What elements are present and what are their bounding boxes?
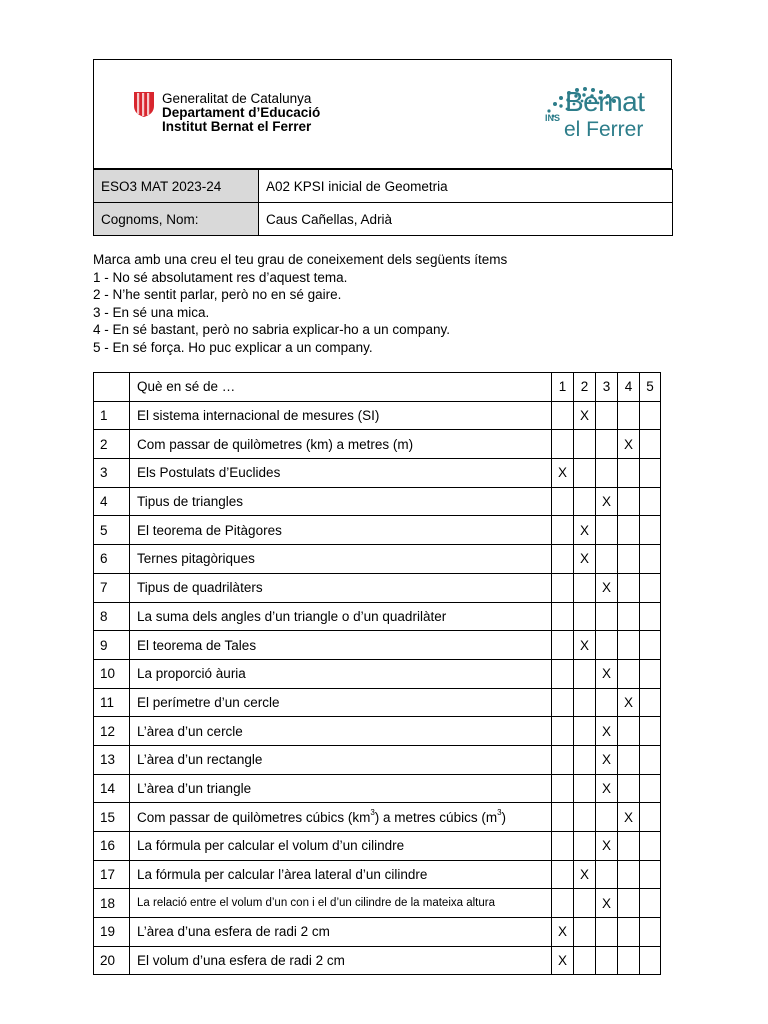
level-5-checkbox-cell[interactable] xyxy=(640,659,661,688)
level-3-checkbox-cell[interactable] xyxy=(596,401,618,430)
level-1-description: 1 - No sé absolutament res d’aquest tema. xyxy=(93,269,348,285)
level-3-checkbox-cell[interactable] xyxy=(596,545,618,574)
department-name: Departament d’Educació xyxy=(162,105,321,120)
info-row-course xyxy=(94,170,673,203)
level-1-checkbox-cell[interactable]: X xyxy=(552,918,574,947)
table-row xyxy=(94,487,661,516)
table-row xyxy=(94,745,661,774)
level-5-description: 5 - En sé força. Ho puc explicar a un company. xyxy=(93,339,373,355)
level-4-checkbox-cell[interactable] xyxy=(618,918,640,947)
level-2-checkbox-cell[interactable]: X xyxy=(574,401,596,430)
level-5-checkbox-cell[interactable] xyxy=(640,401,661,430)
item-text: El perímetre d’un cercle xyxy=(130,688,552,717)
level-4-checkbox-cell[interactable] xyxy=(618,516,640,545)
item-number: 9 xyxy=(94,631,130,660)
item-text: Ternes pitagòriques xyxy=(130,545,552,574)
level-5-checkbox-cell[interactable] xyxy=(640,860,661,889)
table-row xyxy=(94,889,661,918)
item-number: 12 xyxy=(94,717,130,746)
level-3-checkbox-cell[interactable]: X xyxy=(596,889,618,918)
level-2-checkbox-cell[interactable] xyxy=(574,745,596,774)
level-2-checkbox-cell[interactable] xyxy=(574,889,596,918)
level-2-description: 2 - N’he sentit parlar, però no en sé gaire. xyxy=(93,287,342,303)
level-1-checkbox-cell[interactable] xyxy=(552,545,574,574)
item-number: 19 xyxy=(94,918,130,947)
level-5-checkbox-cell[interactable] xyxy=(640,803,661,832)
item-number: 16 xyxy=(94,832,130,861)
level-2-checkbox-cell[interactable] xyxy=(574,573,596,602)
item-text: L’àrea d’un cercle xyxy=(130,717,552,746)
level-1-checkbox-cell[interactable] xyxy=(552,889,574,918)
government-name: Generalitat de Catalunya xyxy=(162,91,312,106)
level-1-checkbox-cell[interactable] xyxy=(552,803,574,832)
header-col-4: 4 xyxy=(618,373,640,402)
table-row xyxy=(94,659,661,688)
table-row xyxy=(94,717,661,746)
level-1-checkbox-cell[interactable] xyxy=(552,832,574,861)
item-text: La suma dels angles d’un triangle o d’un quadrilàter xyxy=(130,602,552,631)
level-5-checkbox-cell[interactable] xyxy=(640,774,661,803)
generalitat-logo-icon xyxy=(132,90,156,118)
level-1-checkbox-cell[interactable] xyxy=(552,745,574,774)
table-row xyxy=(94,860,661,889)
level-1-checkbox-cell[interactable] xyxy=(552,516,574,545)
kpsi-table xyxy=(93,372,661,975)
level-3-checkbox-cell[interactable] xyxy=(596,459,618,488)
school-logo-line2: el Ferrer xyxy=(564,118,644,141)
level-3-checkbox-cell[interactable]: X xyxy=(596,487,618,516)
level-3-checkbox-cell[interactable] xyxy=(596,631,618,660)
table-row xyxy=(94,545,661,574)
course-cell: ESO3 MAT 2023-24 xyxy=(94,170,259,203)
header-col-5: 5 xyxy=(640,373,661,402)
item-text: El volum d’una esfera de radi 2 cm xyxy=(130,946,552,975)
level-1-checkbox-cell[interactable] xyxy=(552,860,574,889)
level-1-checkbox-cell[interactable] xyxy=(552,602,574,631)
level-4-checkbox-cell[interactable] xyxy=(618,401,640,430)
level-5-checkbox-cell[interactable] xyxy=(640,688,661,717)
level-4-description: 4 - En sé bastant, però no sabria explicar-ho a un company. xyxy=(93,322,450,338)
level-3-checkbox-cell[interactable] xyxy=(596,602,618,631)
level-2-checkbox-cell[interactable] xyxy=(574,717,596,746)
table-row xyxy=(94,946,661,975)
level-4-checkbox-cell[interactable] xyxy=(618,602,640,631)
table-row xyxy=(94,688,661,717)
item-number: 13 xyxy=(94,745,130,774)
level-2-checkbox-cell[interactable] xyxy=(574,487,596,516)
level-4-checkbox-cell[interactable] xyxy=(618,832,640,861)
school-logo-line1: Bernat xyxy=(565,86,645,117)
header-label: Què en sé de … xyxy=(130,373,552,402)
table-row xyxy=(94,602,661,631)
item-number: 2 xyxy=(94,430,130,459)
item-text: Tipus de quadrilàters xyxy=(130,573,552,602)
header-col-3: 3 xyxy=(596,373,618,402)
table-row xyxy=(94,401,661,430)
level-3-checkbox-cell[interactable] xyxy=(596,860,618,889)
level-4-checkbox-cell[interactable] xyxy=(618,573,640,602)
level-4-checkbox-cell[interactable] xyxy=(618,745,640,774)
table-row xyxy=(94,918,661,947)
level-1-checkbox-cell[interactable] xyxy=(552,717,574,746)
level-1-checkbox-cell[interactable] xyxy=(552,688,574,717)
item-number: 5 xyxy=(94,516,130,545)
level-2-checkbox-cell[interactable]: X xyxy=(574,516,596,545)
school-logo-prefix: INS xyxy=(545,113,561,123)
item-number: 20 xyxy=(94,946,130,975)
superscript-exponent: 3 xyxy=(497,807,502,817)
item-number: 4 xyxy=(94,487,130,516)
level-2-checkbox-cell[interactable] xyxy=(574,946,596,975)
level-3-checkbox-cell[interactable]: X xyxy=(596,832,618,861)
level-5-checkbox-cell[interactable] xyxy=(640,602,661,631)
level-1-checkbox-cell[interactable] xyxy=(552,631,574,660)
item-text: La fórmula per calcular l’àrea lateral d’un cilindre xyxy=(130,860,552,889)
level-2-checkbox-cell[interactable] xyxy=(574,774,596,803)
level-3-checkbox-cell[interactable]: X xyxy=(596,774,618,803)
level-2-checkbox-cell[interactable] xyxy=(574,459,596,488)
level-3-checkbox-cell[interactable]: X xyxy=(596,573,618,602)
level-5-checkbox-cell[interactable] xyxy=(640,573,661,602)
level-3-checkbox-cell[interactable] xyxy=(596,430,618,459)
level-4-checkbox-cell[interactable] xyxy=(618,659,640,688)
level-4-checkbox-cell[interactable] xyxy=(618,946,640,975)
table-row xyxy=(94,430,661,459)
table-row xyxy=(94,774,661,803)
level-4-checkbox-cell[interactable]: X xyxy=(618,803,640,832)
level-5-checkbox-cell[interactable] xyxy=(640,545,661,574)
item-text: El sistema internacional de mesures (SI) xyxy=(130,401,552,430)
level-4-checkbox-cell[interactable] xyxy=(618,774,640,803)
table-row xyxy=(94,459,661,488)
level-4-checkbox-cell[interactable] xyxy=(618,459,640,488)
instructions-intro: Marca amb una creu el teu grau de coneixement dels següents ítems xyxy=(93,252,508,267)
table-row xyxy=(94,832,661,861)
level-2-checkbox-cell[interactable] xyxy=(574,918,596,947)
level-1-checkbox-cell[interactable] xyxy=(552,659,574,688)
item-number: 3 xyxy=(94,459,130,488)
level-1-checkbox-cell[interactable] xyxy=(552,401,574,430)
item-number: 11 xyxy=(94,688,130,717)
header-col-1: 1 xyxy=(552,373,574,402)
info-row-name xyxy=(94,203,673,236)
item-number: 8 xyxy=(94,602,130,631)
level-5-checkbox-cell[interactable] xyxy=(640,889,661,918)
level-3-checkbox-cell[interactable]: X xyxy=(596,717,618,746)
level-4-checkbox-cell[interactable]: X xyxy=(618,688,640,717)
level-4-checkbox-cell[interactable] xyxy=(618,545,640,574)
info-table xyxy=(93,169,673,236)
item-number: 15 xyxy=(94,803,130,832)
item-text: L’àrea d’una esfera de radi 2 cm xyxy=(130,918,552,947)
level-2-checkbox-cell[interactable]: X xyxy=(574,545,596,574)
level-4-checkbox-cell[interactable] xyxy=(618,860,640,889)
level-4-checkbox-cell[interactable]: X xyxy=(618,430,640,459)
level-5-checkbox-cell[interactable] xyxy=(640,832,661,861)
level-3-checkbox-cell[interactable] xyxy=(596,946,618,975)
level-5-checkbox-cell[interactable] xyxy=(640,487,661,516)
institute-name: Institut Bernat el Ferrer xyxy=(162,119,312,134)
level-1-checkbox-cell[interactable] xyxy=(552,487,574,516)
level-5-checkbox-cell[interactable] xyxy=(640,717,661,746)
item-text: La fórmula per calcular el volum d’un cilindre xyxy=(130,832,552,861)
level-3-description: 3 - En sé una mica. xyxy=(93,304,210,320)
item-text: L’àrea d’un rectangle xyxy=(130,745,552,774)
header-col-2: 2 xyxy=(574,373,596,402)
level-2-checkbox-cell[interactable] xyxy=(574,688,596,717)
level-1-checkbox-cell[interactable] xyxy=(552,774,574,803)
level-2-checkbox-cell[interactable] xyxy=(574,659,596,688)
level-2-checkbox-cell[interactable]: X xyxy=(574,631,596,660)
item-text: Els Postulats d’Euclides xyxy=(130,459,552,488)
instructions xyxy=(93,251,507,357)
item-number: 7 xyxy=(94,573,130,602)
header-number-cell xyxy=(94,373,130,402)
document-header xyxy=(93,59,672,169)
level-4-checkbox-cell[interactable] xyxy=(618,631,640,660)
level-5-checkbox-cell[interactable] xyxy=(640,918,661,947)
level-1-checkbox-cell[interactable] xyxy=(552,573,574,602)
superscript-exponent: 3 xyxy=(370,807,375,817)
item-number: 14 xyxy=(94,774,130,803)
name-value: Caus Cañellas, Adrià xyxy=(259,203,673,236)
item-text: L’àrea d’un triangle xyxy=(130,774,552,803)
level-1-checkbox-cell[interactable]: X xyxy=(552,946,574,975)
level-5-checkbox-cell[interactable] xyxy=(640,459,661,488)
level-2-checkbox-cell[interactable]: X xyxy=(574,860,596,889)
level-2-checkbox-cell[interactable] xyxy=(574,602,596,631)
level-3-checkbox-cell[interactable]: X xyxy=(596,659,618,688)
table-row xyxy=(94,631,661,660)
item-text: Com passar de quilòmetres (km) a metres (m) xyxy=(130,430,552,459)
item-text: Tipus de triangles xyxy=(130,487,552,516)
table-header-row xyxy=(94,373,661,402)
item-number: 18 xyxy=(94,889,130,918)
level-2-checkbox-cell[interactable] xyxy=(574,832,596,861)
level-5-checkbox-cell[interactable] xyxy=(640,516,661,545)
table-row xyxy=(94,516,661,545)
name-label: Cognoms, Nom: xyxy=(94,203,259,236)
activity-cell: A02 KPSI inicial de Geometria xyxy=(259,170,673,203)
level-3-checkbox-cell[interactable] xyxy=(596,803,618,832)
item-text: Com passar de quilòmetres cúbics $(km^3)$ a metres cúbics $(m^3)$ xyxy=(130,803,552,832)
level-3-checkbox-cell[interactable] xyxy=(596,688,618,717)
item-text: La relació entre el volum d’un con i el d’un cilindre de la mateixa altura xyxy=(130,889,552,918)
table-row xyxy=(94,573,661,602)
level-4-checkbox-cell[interactable] xyxy=(618,889,640,918)
level-2-checkbox-cell[interactable] xyxy=(574,803,596,832)
level-5-checkbox-cell[interactable] xyxy=(640,631,661,660)
table-row xyxy=(94,803,661,832)
level-5-checkbox-cell[interactable] xyxy=(640,946,661,975)
level-3-checkbox-cell[interactable] xyxy=(596,918,618,947)
item-text: La proporció àuria xyxy=(130,659,552,688)
item-number: 6 xyxy=(94,545,130,574)
item-text: El teorema de Pitàgores xyxy=(130,516,552,545)
level-3-checkbox-cell[interactable]: X xyxy=(596,745,618,774)
item-number: 10 xyxy=(94,659,130,688)
level-1-checkbox-cell[interactable] xyxy=(552,430,574,459)
level-4-checkbox-cell[interactable] xyxy=(618,487,640,516)
generalitat-text xyxy=(162,92,320,134)
level-5-checkbox-cell[interactable] xyxy=(640,745,661,774)
item-number: 1 xyxy=(94,401,130,430)
level-5-checkbox-cell[interactable] xyxy=(640,430,661,459)
level-3-checkbox-cell[interactable] xyxy=(596,516,618,545)
item-number: 17 xyxy=(94,860,130,889)
level-1-checkbox-cell[interactable]: X xyxy=(552,459,574,488)
item-text: El teorema de Tales xyxy=(130,631,552,660)
level-2-checkbox-cell[interactable] xyxy=(574,430,596,459)
level-4-checkbox-cell[interactable] xyxy=(618,717,640,746)
